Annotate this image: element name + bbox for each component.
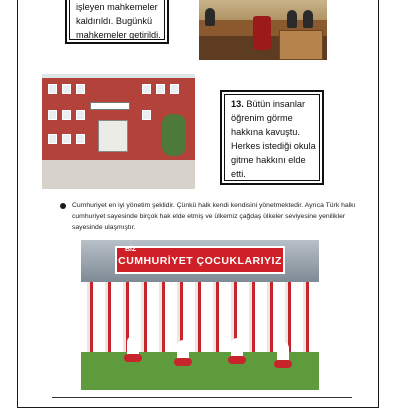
school-photo [42,74,195,189]
school-window [142,110,151,120]
school-tree [162,114,186,156]
school-window [156,84,165,94]
school-window [76,134,85,144]
stadium-banner-text: CUMHURİYET ÇOCUKLARIYIZ [118,255,282,267]
court-desk [279,30,323,60]
court-person [287,10,297,28]
caption-line: Herkes istediği okula [231,141,316,151]
school-window [76,110,85,120]
school-window [142,84,151,94]
dancer-skirt [124,354,142,362]
stadium-banner-small-text: BİZ [125,246,137,253]
caption-line: kaldırıldı. Bugünkü [76,16,153,26]
caption-line: işleyen mahkemeler [76,2,158,12]
school-window [62,110,71,120]
court-chair [253,16,271,50]
stadium-photo [81,240,319,390]
caption-line: etti. [231,169,246,179]
caption-line [231,97,316,111]
school-sign [90,102,130,110]
caption-text-education [231,97,316,181]
stadium-banner [115,246,285,274]
dancer-skirt [174,358,192,366]
caption-line: hakkına kavuştu. [231,127,300,137]
caption-text-courts [76,0,161,42]
school-window [48,110,57,120]
dancer-skirt [228,356,246,364]
school-door [98,120,128,152]
court-person [205,8,215,26]
caption-line: gitme hakkını elde [231,155,306,165]
caption-line-text: Bütün insanlar [243,99,306,109]
caption-line: mahkemeler getirildi. [76,30,161,40]
dancer-skirt [274,360,292,368]
school-window [62,84,71,94]
caption-box-courts [65,0,169,44]
courtroom-photo [199,0,327,60]
school-ground [42,160,195,189]
caption-line: öğrenim görme [231,113,293,123]
school-window [48,84,57,94]
school-window [48,134,57,144]
court-person [303,10,313,28]
bullet-text: Cumhuriyet en iyi yönetim şeklidir. Çünkü halk kendi kendisini yönetmektedir. Ayrıca Türk halkı cumhuriyet sayesinde birçok hak elde etmiş ve ülkemiz çağdaş ülkeler seviyesine yenilikler sayesinde ulaşmıştır. [72,202,356,231]
bullet-icon [60,203,66,209]
school-window [76,84,85,94]
item-number: 13. [231,99,244,109]
caption-box-education [220,90,324,185]
school-window [170,84,179,94]
school-window [62,134,71,144]
bottom-rule [52,397,352,398]
